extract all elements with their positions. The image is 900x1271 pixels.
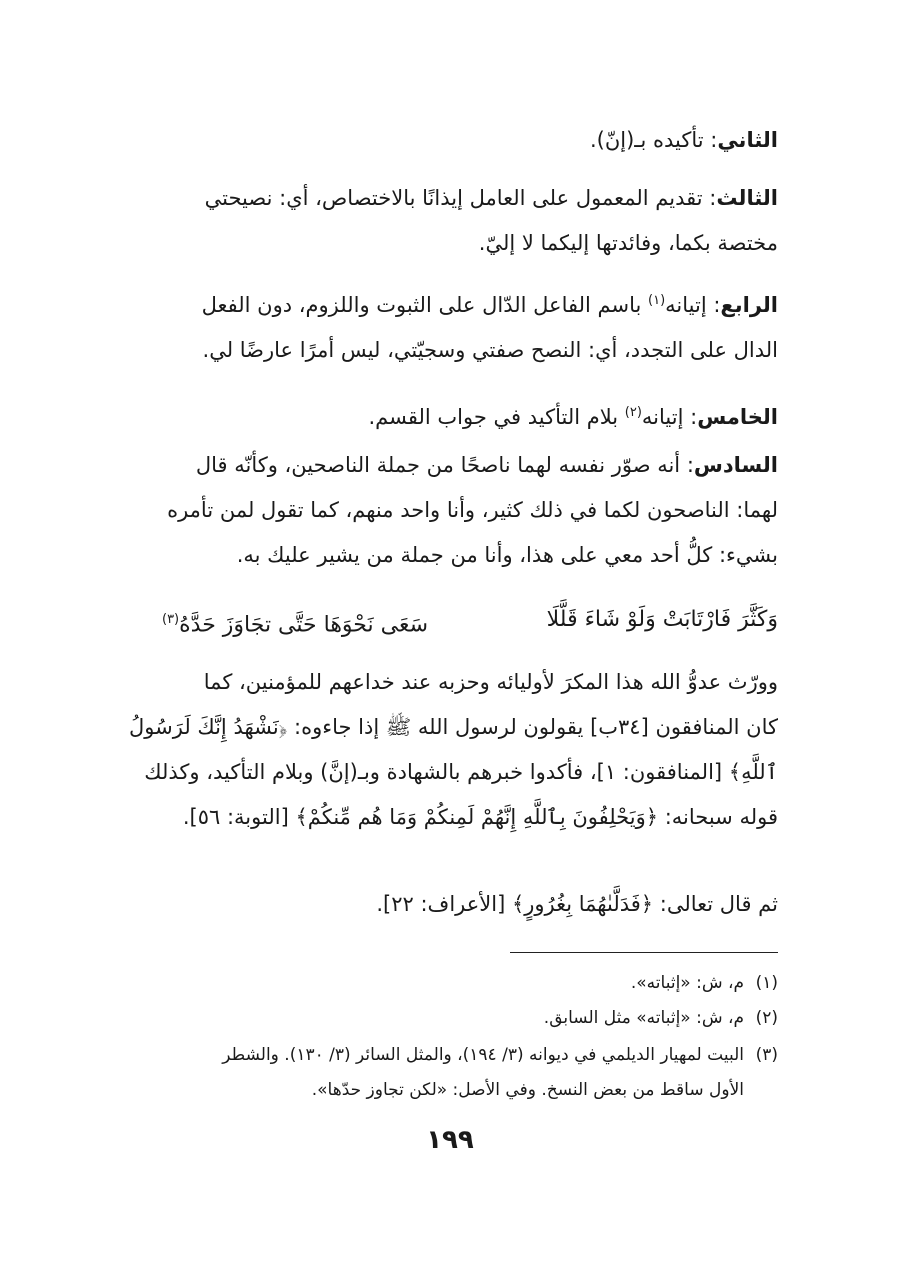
paragraph-third	[112, 176, 778, 266]
paragraph-fifth	[112, 390, 778, 440]
paragraph-text: ٱللَّهِ﴾ [المنافقون: ١]، فأكدوا خبرهم بالشهادة وبـ(إنَّ) وبلام التأكيد، وكذلك	[144, 760, 778, 784]
paragraph-text: : تقديم المعمول على العامل إيذانًا بالاختصاص، أي: نصيحتي	[204, 186, 717, 210]
paragraph-text: كان المنافقون [٣٤ب] يقولون لرسول الله ﷺ إذا جاءوه: ﴿نَشْهَدُ إِنَّكَ لَرَسُولُ	[129, 715, 778, 739]
paragraph-sixth	[112, 443, 778, 578]
footnote-number: (٢)	[755, 1008, 778, 1028]
paragraph-fourth	[112, 278, 778, 373]
paragraph-conclusion	[112, 882, 778, 927]
paragraph-text: لهما: الناصحون لكما في ذلك كثير، وأنا واحد منهم، كما تقول لمن تأمره	[167, 498, 778, 522]
paragraph-text: : تأكيده بـ(إنّ).	[589, 128, 718, 152]
paragraph-second	[112, 118, 778, 163]
paragraph-text: بلام التأكيد في جواب القسم.	[368, 405, 625, 429]
paragraph-text: مختصة بكما، وفائدتها إليكما لا إليّ.	[478, 231, 778, 255]
verse-text: سَعَى نَحْوَهَا حَتَّى تجَاوَزَ حَدَّهُ	[179, 612, 428, 638]
footnote-3	[112, 1040, 778, 1070]
paragraph-text: وورّث عدوُّ الله هذا المكرَ لأوليائه وحزبه عند خداعهم للمؤمنين، كما	[203, 670, 778, 694]
paragraph-heading: الثالث	[716, 186, 778, 210]
paragraph-text: : أنه صوّر نفسه لهما ناصحًا من جملة الناصحين، وكأنّه قال	[195, 453, 694, 477]
verse-hemistich-first: وَكَثَّرَ فَارْتَابَتْ وَلَوْ شَاءَ قَلَّلَا	[546, 607, 778, 632]
verse-hemistich-second	[162, 600, 428, 645]
footnote-text: م، ش: «إثباته» مثل السابق.	[543, 1008, 744, 1028]
footnote-marker: (٣)	[161, 612, 180, 627]
page-number: ١٩٩	[426, 1125, 474, 1155]
paragraph-text: باسم الفاعل الدّال على الثبوت واللزوم، دون الفعل	[201, 293, 648, 317]
paragraph-heading: السادس	[693, 453, 778, 477]
footnote-number: (٣)	[755, 1045, 778, 1065]
footnote-number: (١)	[755, 973, 778, 993]
footnote-marker: (١)	[648, 293, 666, 308]
paragraph-text: بشيء: كلُّ أحد معي على هذا، وأنا من جملة من يشير عليك به.	[236, 543, 778, 567]
footnote-text: م، ش: «إثباته».	[630, 973, 744, 993]
paragraph-text: : إتيانه	[641, 405, 698, 429]
footnote-text: الأول ساقط من بعض النسخ. وفي الأصل: «لكن تجاوز حدّها».	[311, 1080, 744, 1100]
paragraph-heading: الرابع	[720, 293, 778, 317]
footnote-3-continued	[112, 1075, 744, 1105]
paragraph-text: قوله سبحانه: ﴿وَيَحْلِفُونَ بِٱللَّهِ إِنَّهُمْ لَمِنكُمْ وَمَا هُم مِّنكُمْ﴾ [التوبة: ٥٦].	[182, 805, 778, 829]
paragraph-hypocrites	[112, 660, 778, 840]
footnote-text: البيت لمهيار الديلمي في ديوانه (٣/ ١٩٤)، والمثل السائر (٣/ ١٣٠). والشطر	[222, 1045, 744, 1065]
paragraph-text: ثم قال تعالى: ﴿فَدَلَّىٰهُمَا بِغُرُورٍ﴾ [الأعراف: ٢٢].	[376, 892, 778, 916]
footnote-1	[112, 968, 778, 998]
paragraph-heading: الثاني	[717, 128, 778, 152]
paragraph-text: الدال على التجدد، أي: النصح صفتي وسجيّتي، ليس أمرًا عارضًا لي.	[202, 338, 778, 362]
footnote-marker: (٢)	[624, 405, 642, 420]
paragraph-heading: الخامس	[697, 405, 778, 429]
footnote-2	[112, 1003, 778, 1033]
paragraph-text: : إتيانه	[665, 293, 721, 317]
footnote-divider	[510, 952, 778, 953]
